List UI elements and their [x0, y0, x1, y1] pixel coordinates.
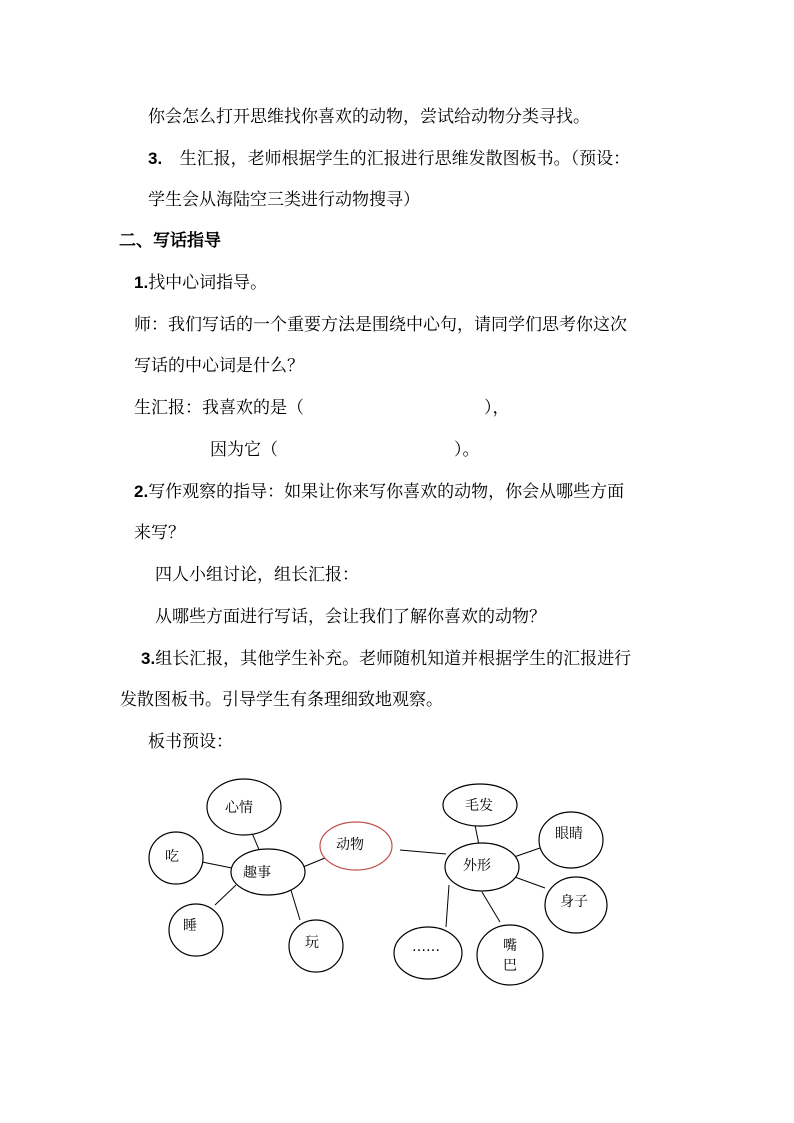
node-zuiba	[477, 925, 543, 985]
node-left-hub-label: 趣事	[243, 865, 271, 881]
node-more-label: ……	[412, 939, 440, 955]
node-maofa	[443, 784, 517, 826]
because-suffix: ）。	[454, 440, 480, 460]
node-center	[320, 822, 392, 870]
node-more	[394, 927, 462, 979]
item-3-continued: 发散图板书。引导学生有条理细致地观察。	[120, 690, 443, 710]
node-shui	[169, 904, 223, 956]
item-1-text: 找中心词指导。	[148, 273, 268, 293]
teacher-line-2: 写话的中心词是什么？	[134, 356, 304, 376]
node-wan-label: 玩	[305, 935, 319, 951]
node-shenzi	[545, 877, 607, 933]
student-report-prefix: 生汇报：我喜欢的是（	[134, 398, 304, 418]
item-3-number: 3.	[141, 649, 156, 668]
item-3-text: 组长汇报，其他学生补充。老师随机知道并根据学生的汇报进行	[155, 649, 632, 669]
because-prefix: 因为它（	[210, 440, 278, 460]
node-xinqing	[207, 779, 281, 835]
group-discuss: 四人小组讨论，组长汇报：	[155, 565, 359, 585]
para-1: 你会怎么打开思维找你喜欢的动物，尝试给动物分类寻找。	[148, 107, 590, 127]
node-right-hub	[445, 843, 519, 891]
para-2-text: 生汇报，老师根据学生的汇报进行思维发散图板书。（预设：	[179, 149, 631, 169]
node-center-label: 动物	[336, 837, 364, 853]
student-report-suffix: ），	[484, 398, 510, 418]
node-shui-label: 睡	[183, 918, 197, 934]
item-2-text: 写作观察的指导：如果让你来写你喜欢的动物，你会从哪些方面	[148, 482, 625, 502]
para-3: 学生会从海陆空三类进行动物搜寻）	[148, 190, 420, 210]
node-yanjing-label: 眼睛	[555, 826, 583, 842]
item-1-number: 1.	[134, 273, 149, 292]
item-2-number: 2.	[134, 482, 149, 501]
node-right-hub-label: 外形	[463, 858, 491, 874]
node-chi-label: 吃	[165, 849, 179, 865]
question: 从哪些方面进行写话，会让我们了解你喜欢的动物？	[155, 607, 546, 627]
node-maofa-label: 毛发	[465, 798, 493, 814]
item-2-continued: 来写？	[134, 523, 185, 543]
teacher-line-1: 师：我们写话的一个重要方法是围绕中心句，请同学们思考你这次	[134, 315, 627, 335]
para-2-number: 3.	[148, 149, 163, 168]
node-chi	[149, 832, 203, 884]
node-wan	[289, 920, 343, 972]
node-xinqing-label: 心情	[225, 800, 253, 816]
node-shenzi-label: 身子	[560, 894, 588, 910]
node-left-hub	[231, 849, 305, 895]
node-zuiba-char1: 嘴巴	[503, 938, 517, 974]
board-label: 板书预设：	[148, 732, 233, 752]
section-2-heading: 二、写话指导	[119, 231, 221, 251]
node-yanjing	[539, 812, 603, 868]
